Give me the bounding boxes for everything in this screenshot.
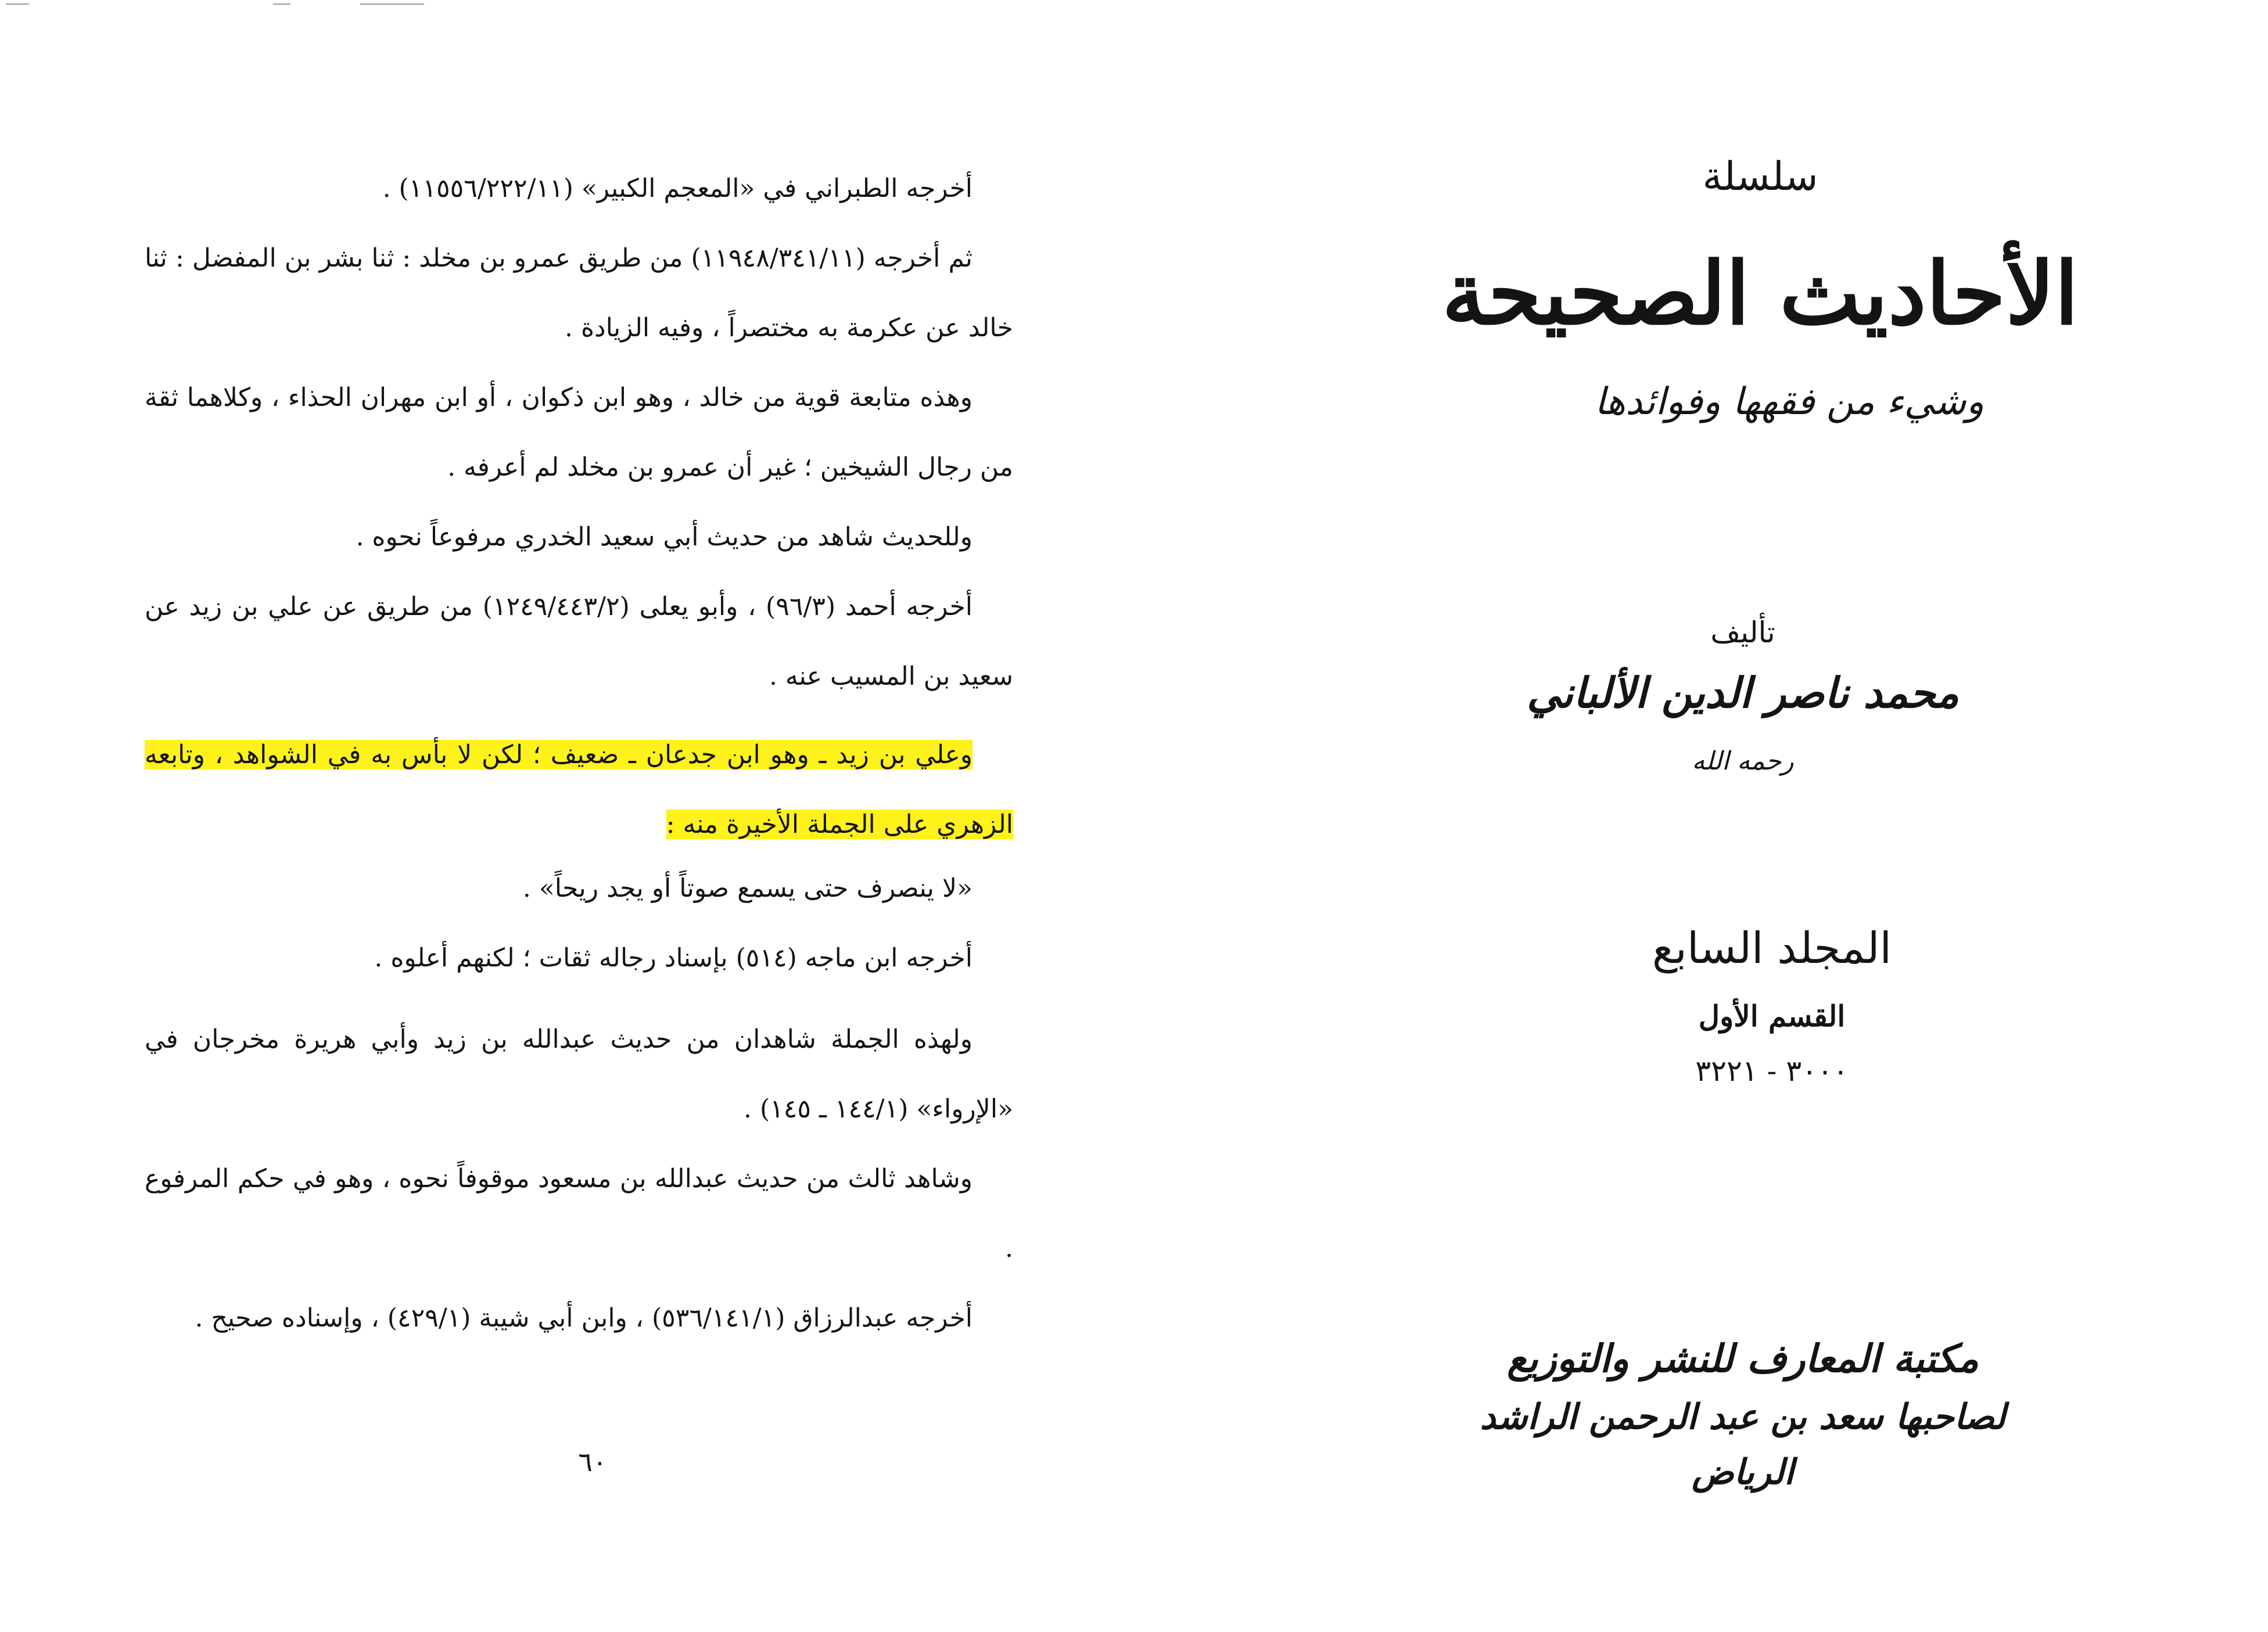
paragraph-tabarani: أخرجه الطبراني في «المعجم الكبير» (١١٥٥٦/٢٢٢/١١) . — [382, 174, 972, 203]
book-subtitle: وشيء من فقهها وفوائدها — [1594, 380, 1984, 423]
author-label: تأليف — [1710, 616, 1775, 649]
paragraph-amr-bin-makhlad: ثم أخرجه (١١٩٤٨/٣٤١/١١) من طريق عمرو بن مخلد : ثنا بشر بن المفضل : ثنا خالد عن عكرمة به مختصراً ، وفيه الزيادة . — [145, 243, 1013, 343]
paragraph-abu-said-witness: وللحديث شاهد من حديث أبي سعيد الخدري مرفوعاً نحوه . — [356, 522, 972, 552]
scan-edge-mark — [360, 3, 424, 5]
scan-edge-mark — [273, 3, 290, 5]
paragraph-ibn-masud: وشاهد ثالث من حديث عبدالله بن مسعود موقوفاً نحوه ، وهو في حكم المرفوع . — [145, 1164, 1013, 1263]
paragraph-highlighted-ali-bin-zaid — [145, 720, 1013, 860]
page-number: ٦٠ — [578, 1446, 607, 1478]
scan-edge-mark — [6, 3, 29, 5]
highlighted-text: وعلي بن زيد ـ وهو ابن جدعان ـ ضعيف ؛ لكن لا بأس به في الشواهد ، وتابعه الزهري على الجملة الأخيرة منه : — [145, 740, 1013, 839]
paragraph-ahmad-abu-yala: أخرجه أحمد (٩٦/٣) ، وأبو يعلى (١٢٤٩/٤٤٣/٢) من طريق عن علي بن زيد عن سعيد بن المسيب عنه . — [145, 592, 1013, 691]
paragraph-two-witnesses: ولهذه الجملة شاهدان من حديث عبدالله بن زيد وأبي هريرة مخرجان في «الإرواء» (١٤٤/١ ـ ١٤٥) . — [145, 1025, 1013, 1124]
part-label: القسم الأول — [1698, 999, 1846, 1033]
book-title: الأحاديث الصحيحة — [1442, 243, 2079, 344]
publisher-name: مكتبة المعارف للنشر والتوزيع — [1507, 1336, 1979, 1381]
publisher-owner: لصاحبها سعد بن عبد الرحمن الراشد — [1480, 1397, 2006, 1437]
series-label: سلسلة — [1702, 154, 1818, 200]
author-name: محمد ناصر الدين الألباني — [1527, 668, 1959, 717]
volume-label: المجلد السابع — [1652, 923, 1892, 973]
author-honorific: رحمه الله — [1692, 746, 1794, 776]
paragraph-ibn-majah: أخرجه ابن ماجه (٥١٤) بإسناد رجاله ثقات ؛ لكنهم أعلوه . — [374, 943, 972, 973]
paragraph-abdurrazzaq: أخرجه عبدالرزاق (٥٣٦/١٤١/١) ، وابن أبي شيبة (٤٢٩/١) ، وإسناده صحيح . — [195, 1303, 972, 1333]
publisher-city: الرياض — [1692, 1452, 1794, 1493]
hadith-range: ٣٠٠٠ - ٣٢٢١ — [1695, 1054, 1849, 1088]
paragraph-hadith-quote: «لا ينصرف حتى يسمع صوتاً أو يجد ريحاً» . — [522, 873, 972, 903]
paragraph-khalid-follow-up: وهذه متابعة قوية من خالد ، وهو ابن ذكوان ، أو ابن مهران الحذاء ، وكلاهما ثقة من رجال الشيخين ؛ غير أن عمرو بن مخلد لم أعرفه . — [145, 383, 1013, 482]
